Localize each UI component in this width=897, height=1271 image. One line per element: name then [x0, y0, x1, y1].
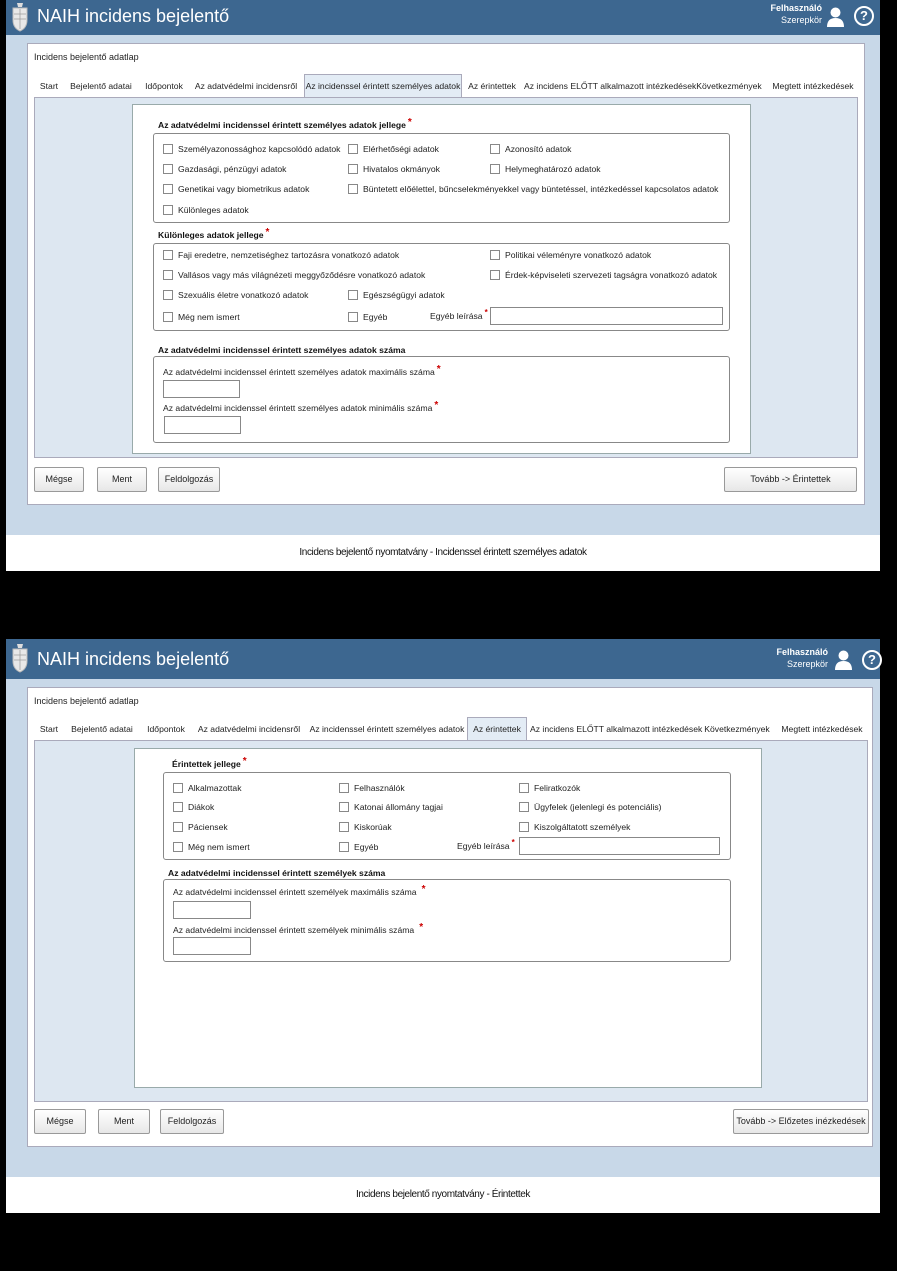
checkbox-union-membership[interactable]: Érdek-képviseleti szervezeti tagságra vonatkozó adatok [490, 269, 717, 281]
checkbox-icon[interactable] [173, 822, 183, 832]
other-description-input[interactable] [490, 307, 723, 325]
checkbox-icon[interactable] [490, 250, 500, 260]
affected-count-group [163, 879, 731, 962]
tab-incident[interactable]: Az adatvédelmi incidensről [194, 81, 298, 91]
user-name: Felhasználó [770, 3, 822, 13]
min-count-input[interactable] [164, 416, 241, 434]
min-count-input[interactable] [173, 937, 251, 955]
tab-bar [28, 75, 864, 97]
help-icon[interactable]: ? [854, 6, 874, 26]
tab-measures-taken[interactable]: Megtett intézkedések [781, 724, 863, 734]
tab-personal-data[interactable]: Az incidenssel érintett személyes adatok [309, 724, 465, 734]
section-title-data-count: Az adatvédelmi incidenssel érintett személyes adatok száma [158, 345, 406, 355]
checkbox-icon[interactable] [348, 144, 358, 154]
checkbox-icon[interactable] [519, 822, 529, 832]
checkbox-identity-data[interactable]: Személyazonossághoz kapcsolódó adatok [163, 143, 340, 155]
process-button[interactable]: Feldolgozás [158, 467, 220, 492]
checkbox-financial-data[interactable]: Gazdasági, pénzügyi adatok [163, 163, 286, 175]
checkbox-official-documents[interactable]: Hivatalos okmányok [348, 163, 440, 175]
checkbox-political-opinion[interactable]: Politikai véleményre vonatkozó adatok [490, 249, 651, 261]
panel-title: Incidens bejelentő adatlap [34, 52, 139, 62]
checkbox-icon[interactable] [348, 312, 358, 322]
checkbox-icon[interactable] [163, 184, 173, 194]
tab-prior-measures[interactable]: Az incidens ELŐTT alkalmazott intézkedések [524, 81, 697, 91]
tab-incident[interactable]: Az adatvédelmi incidensről [197, 724, 301, 734]
user-icon[interactable] [827, 7, 844, 27]
tab-times[interactable]: Időpontok [145, 81, 183, 91]
app-window [6, 639, 880, 1177]
cancel-button[interactable]: Mégse [34, 1109, 86, 1134]
save-button[interactable]: Ment [97, 467, 147, 492]
checkbox-identifier-data[interactable]: Azonosító adatok [490, 143, 571, 155]
checkbox-icon[interactable] [163, 205, 173, 215]
checkbox-special-data[interactable]: Különleges adatok [163, 204, 249, 216]
process-button[interactable]: Feldolgozás [160, 1109, 224, 1134]
app-title: NAIH incidens bejelentő [37, 6, 230, 26]
data-count-group [153, 356, 730, 443]
checkbox-location-data[interactable]: Helymeghatározó adatok [490, 163, 601, 175]
checkbox-racial-origin[interactable]: Faji eredetre, nemzetiséghez tartozásra vonatkozó adatok [163, 249, 399, 261]
max-count-input[interactable] [163, 380, 240, 398]
checkbox-contact-data[interactable]: Elérhetőségi adatok [348, 143, 439, 155]
form-panel [27, 43, 865, 505]
checkbox-icon[interactable] [163, 144, 173, 154]
tab-measures-taken[interactable]: Megtett intézkedések [772, 81, 854, 91]
tab-start[interactable]: Start [39, 81, 59, 91]
user-info[interactable] [770, 2, 822, 26]
checkbox-icon[interactable] [519, 783, 529, 793]
checkbox-icon[interactable] [339, 802, 349, 812]
min-count-label: Az adatvédelmi incidenssel érintett személyes adatok minimális száma * [163, 400, 439, 413]
screen-personal-data [6, 0, 880, 571]
max-count-label: Az adatvédelmi incidenssel érintett személyek maximális száma * [173, 884, 426, 897]
checkbox-sexual-life[interactable]: Szexuális életre vonatkozó adatok [163, 289, 308, 301]
section-title-affected-type: Érintettek jellege * [172, 756, 247, 769]
tab-start[interactable]: Start [39, 724, 59, 734]
checkbox-religious-belief[interactable]: Vallásos vagy más világnézeti meggyőződésre vonatkozó adatok [163, 269, 425, 281]
next-button[interactable]: Tovább -> Érintettek [724, 467, 857, 492]
app-window [6, 0, 880, 535]
checkbox-icon[interactable] [348, 184, 358, 194]
user-info[interactable] [776, 646, 828, 670]
checkbox-icon[interactable] [339, 842, 349, 852]
form-card [132, 104, 751, 454]
panel-title: Incidens bejelentő adatlap [34, 696, 139, 706]
checkbox-icon[interactable] [163, 290, 173, 300]
form-card [134, 748, 762, 1088]
checkbox-icon[interactable] [163, 270, 173, 280]
checkbox-icon[interactable] [173, 783, 183, 793]
next-button[interactable]: Tovább -> Előzetes inézkedések [733, 1109, 869, 1134]
checkbox-icon[interactable] [348, 290, 358, 300]
checkbox-health-data[interactable]: Egészségügyi adatok [348, 289, 445, 301]
checkbox-users[interactable]: Felhasználók [339, 782, 405, 794]
page-caption: Incidens bejelentő nyomtatvány - Érintettek [6, 1177, 880, 1213]
min-count-label: Az adatvédelmi incidenssel érintett személyek minimális száma * [173, 922, 424, 935]
help-icon[interactable]: ? [862, 650, 882, 670]
user-role: Szerepkör [780, 15, 822, 25]
data-type-group [153, 133, 730, 223]
checkbox-military[interactable]: Katonai állomány tagjai [339, 801, 443, 813]
crest-logo-icon [10, 2, 30, 32]
checkbox-icon[interactable] [339, 822, 349, 832]
app-header [6, 639, 880, 679]
checkbox-vulnerable[interactable]: Kiszolgáltatott személyek [519, 821, 630, 833]
checkbox-patients[interactable]: Páciensek [173, 821, 228, 833]
tab-consequences[interactable]: Következmények [704, 724, 770, 734]
checkbox-genetic-data[interactable]: Genetikai vagy biometrikus adatok [163, 183, 309, 195]
crest-logo-icon [10, 643, 30, 673]
checkbox-employees[interactable]: Alkalmazottak [173, 782, 242, 794]
checkbox-not-known[interactable]: Még nem ismert [173, 841, 250, 853]
checkbox-criminal-data[interactable]: Büntetett előélettel, bűncselekményekkel vagy büntetéssel, intézkedéssel kapcsolatos adatok [348, 183, 718, 195]
tab-prior-measures[interactable]: Az incidens ELŐTT alkalmazott intézkedések [530, 724, 703, 734]
form-panel [27, 687, 873, 1147]
user-role: Szerepkör [786, 659, 828, 669]
tab-content [34, 740, 868, 1102]
save-button[interactable]: Ment [98, 1109, 150, 1134]
cancel-button[interactable]: Mégse [34, 467, 84, 492]
section-title-data-type: Az adatvédelmi incidenssel érintett személyes adatok jellege * [158, 117, 412, 130]
tab-affected[interactable]: Az érintettek [467, 717, 527, 741]
tab-reporter[interactable]: Bejelentő adatai [70, 81, 132, 91]
max-count-input[interactable] [173, 901, 251, 919]
checkbox-not-known[interactable]: Még nem ismert [163, 311, 240, 323]
checkbox-icon[interactable] [173, 802, 183, 812]
other-description-label: Egyéb leírása * [457, 838, 515, 851]
tab-content [34, 97, 858, 458]
screen-affected-persons [6, 639, 880, 1213]
checkbox-icon[interactable] [490, 270, 500, 280]
tab-personal-data[interactable]: Az incidenssel érintett személyes adatok [304, 74, 462, 98]
page-caption: Incidens bejelentő nyomtatvány - Incidenssel érintett személyes adatok [6, 535, 880, 571]
affected-type-group [163, 772, 731, 860]
checkbox-icon[interactable] [163, 250, 173, 260]
tab-bar [28, 718, 872, 740]
checkbox-students[interactable]: Diákok [173, 801, 214, 813]
tab-reporter[interactable]: Bejelentő adatai [71, 724, 133, 734]
checkbox-clients[interactable]: Ügyfelek (jelenlegi és potenciális) [519, 801, 662, 813]
checkbox-icon[interactable] [490, 144, 500, 154]
checkbox-icon[interactable] [173, 842, 183, 852]
user-icon[interactable] [835, 650, 852, 670]
checkbox-subscribers[interactable]: Feliratkozók [519, 782, 580, 794]
section-title-affected-count: Az adatvédelmi incidenssel érintett személyek száma [168, 868, 386, 878]
app-title: NAIH incidens bejelentő [37, 649, 230, 669]
special-data-group [153, 243, 730, 331]
checkbox-other[interactable]: Egyéb [339, 841, 378, 853]
checkbox-icon[interactable] [163, 164, 173, 174]
checkbox-icon[interactable] [519, 802, 529, 812]
checkbox-icon[interactable] [348, 164, 358, 174]
tab-consequences[interactable]: Következmények [696, 81, 762, 91]
tab-times[interactable]: Időpontok [147, 724, 185, 734]
app-header [6, 0, 880, 35]
checkbox-other[interactable]: Egyéb [348, 311, 387, 323]
max-count-label: Az adatvédelmi incidenssel érintett személyes adatok maximális száma * [163, 364, 441, 377]
tab-affected[interactable]: Az érintettek [468, 81, 516, 91]
user-name: Felhasználó [776, 647, 828, 657]
other-description-label: Egyéb leírása * [430, 308, 488, 321]
section-title-special-data: Különleges adatok jellege * [158, 227, 270, 240]
checkbox-icon[interactable] [163, 312, 173, 322]
other-description-input[interactable] [519, 837, 720, 855]
checkbox-icon[interactable] [339, 783, 349, 793]
checkbox-minors[interactable]: Kiskorúak [339, 821, 392, 833]
checkbox-icon[interactable] [490, 164, 500, 174]
